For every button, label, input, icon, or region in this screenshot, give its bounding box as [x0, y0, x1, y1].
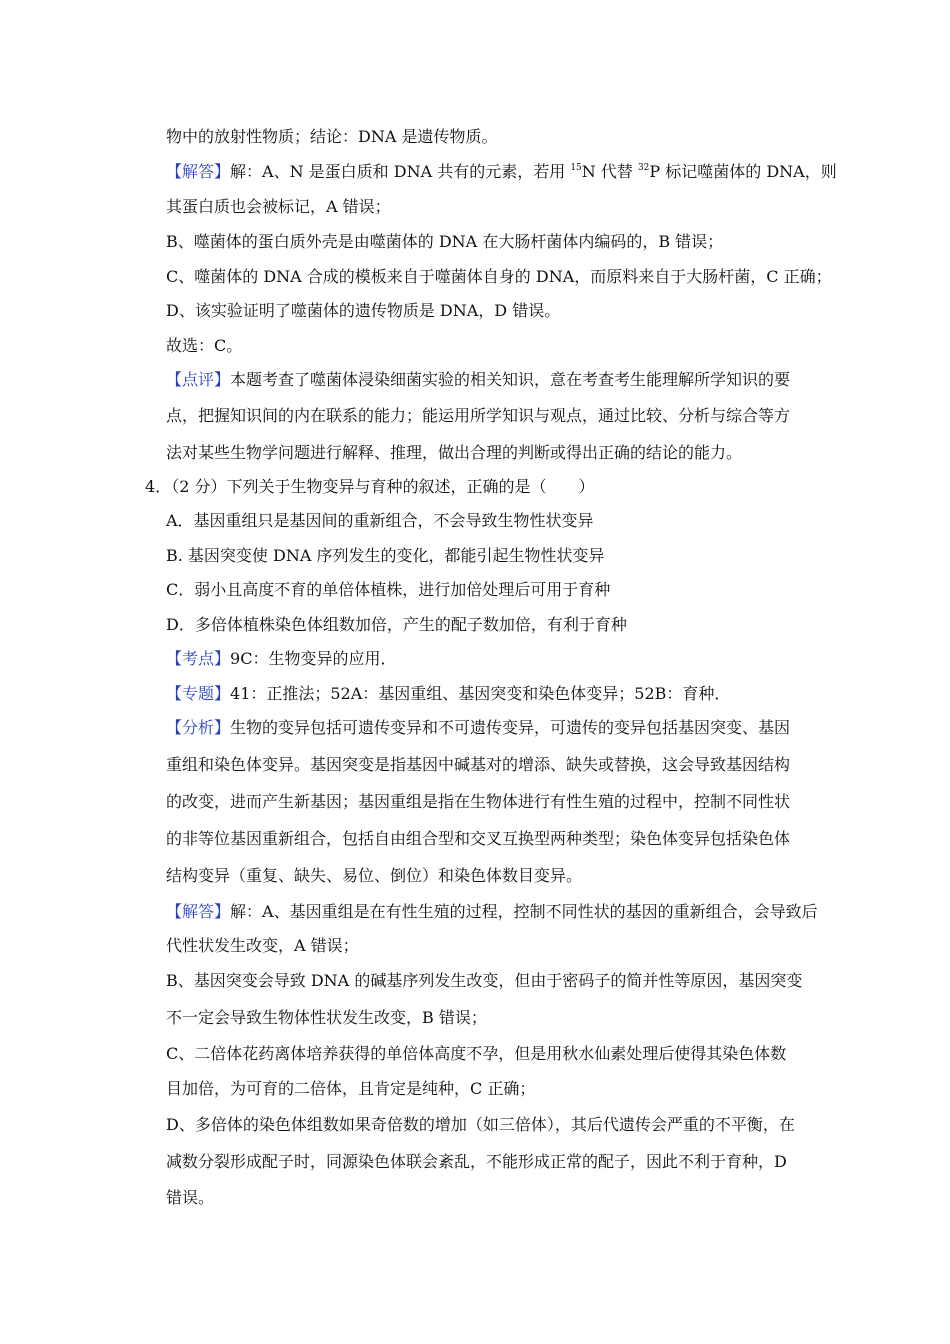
q4-analysis-text-1: 生物的变异包括可遗传变异和不可遗传变异，可遗传的变异包括基因突变、基因	[230, 718, 791, 737]
q4-analysis-line3: 的改变，进而产生新基因；基因重组是指在生物体进行有性生殖的过程中，控制不同性状	[166, 792, 791, 811]
q3-comment-line3: 法对某些生物学问题进行解释、推理，做出合理的判断或得出正确的结论的能力。	[166, 443, 743, 462]
q4-number: 4．	[145, 477, 172, 496]
superscript-32: 32	[637, 162, 650, 173]
q4-option-c: C．弱小且高度不育的单倍体植株，进行加倍处理后可用于育种	[166, 580, 611, 599]
q3-answer-text-1: 解：A、N 是蛋白质和 DNA 共有的元素，若用	[230, 162, 571, 181]
comment-tag: 【点评】	[166, 370, 231, 389]
q4-analysis-line4: 的非等位基因重新组合，包括自由组合型和交叉互换型两种类型；染色体变异包括染色体	[166, 829, 791, 848]
q3-answer-option-c: C、噬菌体的 DNA 合成的模板来自于噬菌体自身的 DNA，而原料来自于大肠杆菌，C 正确；	[166, 267, 832, 286]
q3-answer-line1	[166, 161, 837, 183]
q4-answer-line7: D、多倍体的染色体组数如果奇倍数的增加（如三倍体），其后代遗传会严重的不平衡，在	[166, 1115, 795, 1134]
q3-analysis-tail: 物中的放射性物质；结论：DNA 是遗传物质。	[166, 127, 498, 146]
superscript-15: 15	[570, 162, 582, 173]
q3-answer-text-3: P 标记噬菌体的 DNA，则	[649, 162, 837, 181]
point-tag: 【考点】	[166, 649, 231, 668]
q3-comment-line2: 点，把握知识间的内在联系的能力；能运用所学知识与观点，通过比较、分析与综合等方	[166, 406, 791, 425]
q3-answer-option-d: D、该实验证明了噬菌体的遗传物质是 DNA，D 错误。	[166, 301, 561, 320]
q4-option-b: B. 基因突变使 DNA 序列发生的变化，都能引起生物性状变异	[166, 546, 605, 565]
q3-answer-text-2: N 代替	[581, 162, 638, 181]
q3-answer-option-b: B、噬菌体的蛋白质外壳是由噬菌体的 DNA 在大肠杆菌体内编码的，B 错误；	[166, 232, 724, 251]
q4-option-d: D．多倍体植株染色体组数加倍，产生的配子数加倍，有利于育种	[166, 615, 627, 634]
q4-answer-line2: 代性状发生改变，A 错误；	[166, 936, 359, 955]
q4-topic	[166, 683, 730, 705]
q3-answer-line2: 其蛋白质也会被标记，A 错误；	[166, 197, 391, 216]
topic-tag: 【专题】	[166, 684, 231, 703]
q4-analysis-line5: 结构变异（重复、缺失、易位、倒位）和染色体数目变异。	[166, 866, 583, 885]
q4-point-text: 9C：生物变异的应用．	[230, 649, 397, 668]
q4-answer-line6: 目加倍，为可育的二倍体，且肯定是纯种，C 正确；	[166, 1079, 536, 1098]
q3-comment-line1	[166, 369, 790, 391]
q4-stem-text: （2 分）下列关于生物变异与育种的叙述，正确的是（ ）	[171, 477, 595, 496]
q4-analysis-line2: 重组和染色体变异。基因突变是指基因中碱基对的增添、缺失或替换，这会导致基因结构	[166, 755, 791, 774]
q4-answer-line9: 错误。	[166, 1188, 215, 1207]
answer-tag: 【解答】	[166, 162, 231, 181]
q4-point	[166, 648, 396, 670]
q4-answer-line1	[166, 901, 818, 923]
q4-stem	[145, 476, 594, 498]
q4-answer-line8: 减数分裂形成配子时，同源染色体联会紊乱，不能形成正常的配子，因此不利于育种，D	[166, 1152, 787, 1171]
q4-option-a: A．基因重组只是基因间的重新组合，不会导致生物性状变异	[166, 511, 594, 530]
q4-answer-text-1: 解：A、基因重组是在有性生殖的过程，控制不同性状的基因的重新组合，会导致后	[230, 902, 818, 921]
q3-comment-text-1: 本题考查了噬菌体浸染细菌实验的相关知识，意在考查考生能理解所学知识的要	[230, 370, 791, 389]
q4-topic-text: 41：正推法；52A：基因重组、基因突变和染色体变异；52B：育种．	[230, 684, 731, 703]
q3-choice: 故选：C。	[166, 336, 243, 355]
q4-answer-line5: C、二倍体花药离体培养获得的单倍体高度不孕，但是用秋水仙素处理后使得其染色体数	[166, 1044, 787, 1063]
q4-answer-line4: 不一定会导致生物体性状发生改变，B 错误；	[166, 1008, 487, 1027]
analysis-tag: 【分析】	[166, 718, 231, 737]
answer-tag: 【解答】	[166, 902, 231, 921]
q4-answer-line3: B、基因突变会导致 DNA 的碱基序列发生改变，但由于密码子的简并性等原因，基因突变	[166, 971, 803, 990]
q4-analysis-line1	[166, 717, 790, 739]
